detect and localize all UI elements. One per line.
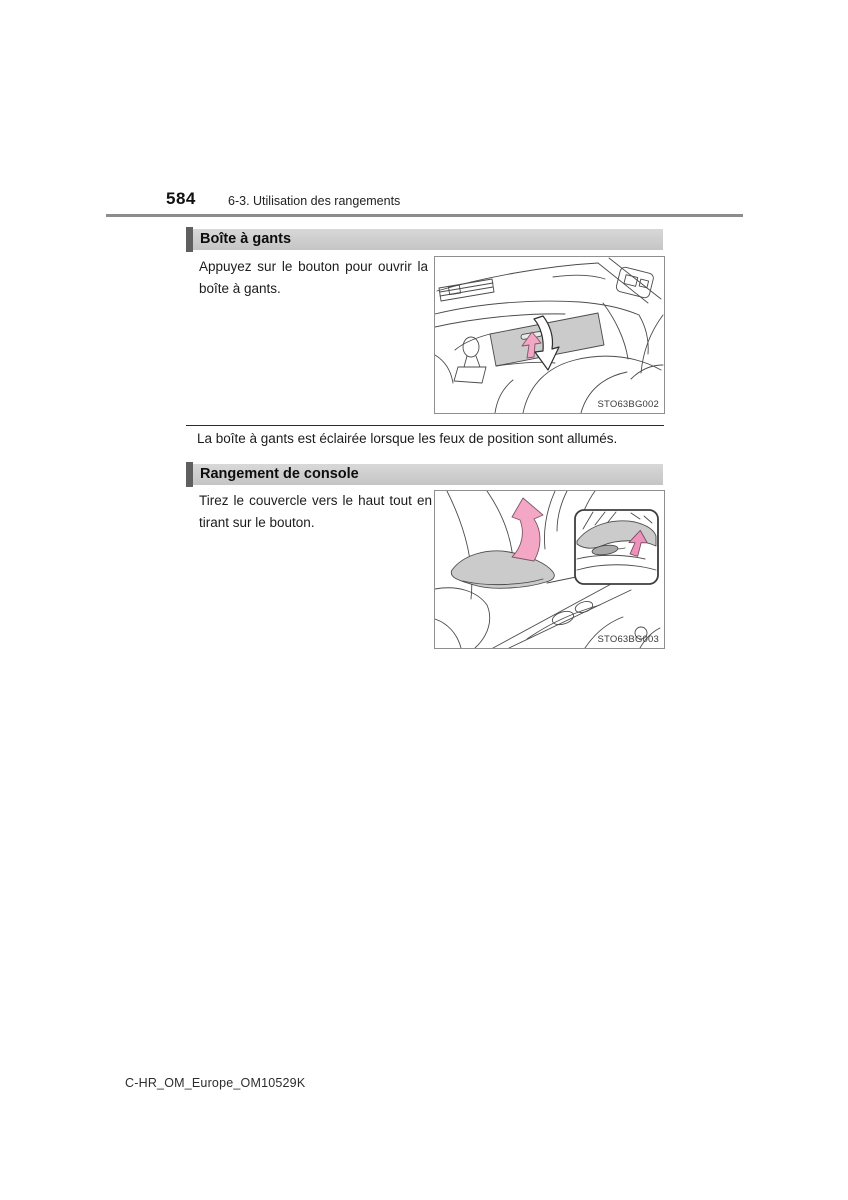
- figure-code: STO63BG003: [597, 634, 659, 645]
- page-number: 584: [166, 189, 196, 208]
- section-header-console-storage: [186, 464, 663, 485]
- glove-box-note: La boîte à gants est éclairée lorsque les feux de position sont allumés.: [197, 431, 618, 446]
- note-divider: [186, 425, 664, 426]
- glove-box-instruction: Appuyez sur le bouton pour ouvrir la boîte à gants.: [199, 259, 428, 296]
- glove-box-illustration: [434, 256, 665, 414]
- section-title: Rangement de console: [200, 466, 359, 482]
- document-id-footer: C-HR_OM_Europe_OM10529K: [125, 1076, 306, 1090]
- section-accent-bar: [186, 462, 193, 487]
- dashboard-glovebox-drawing: [435, 257, 664, 413]
- section-title: Boîte à gants: [200, 231, 292, 247]
- header-rule: [106, 214, 743, 217]
- chapter-title: 6-3. Utilisation des rangements: [228, 194, 401, 208]
- section-accent-bar: [186, 227, 193, 252]
- figure-code: STO63BG002: [597, 399, 659, 410]
- console-storage-drawing: [435, 491, 664, 648]
- section-header-glove-box: [186, 229, 663, 250]
- console-storage-illustration: [434, 490, 665, 649]
- console-instruction: Tirez le couvercle vers le haut tout en tirant sur le bouton.: [199, 493, 432, 530]
